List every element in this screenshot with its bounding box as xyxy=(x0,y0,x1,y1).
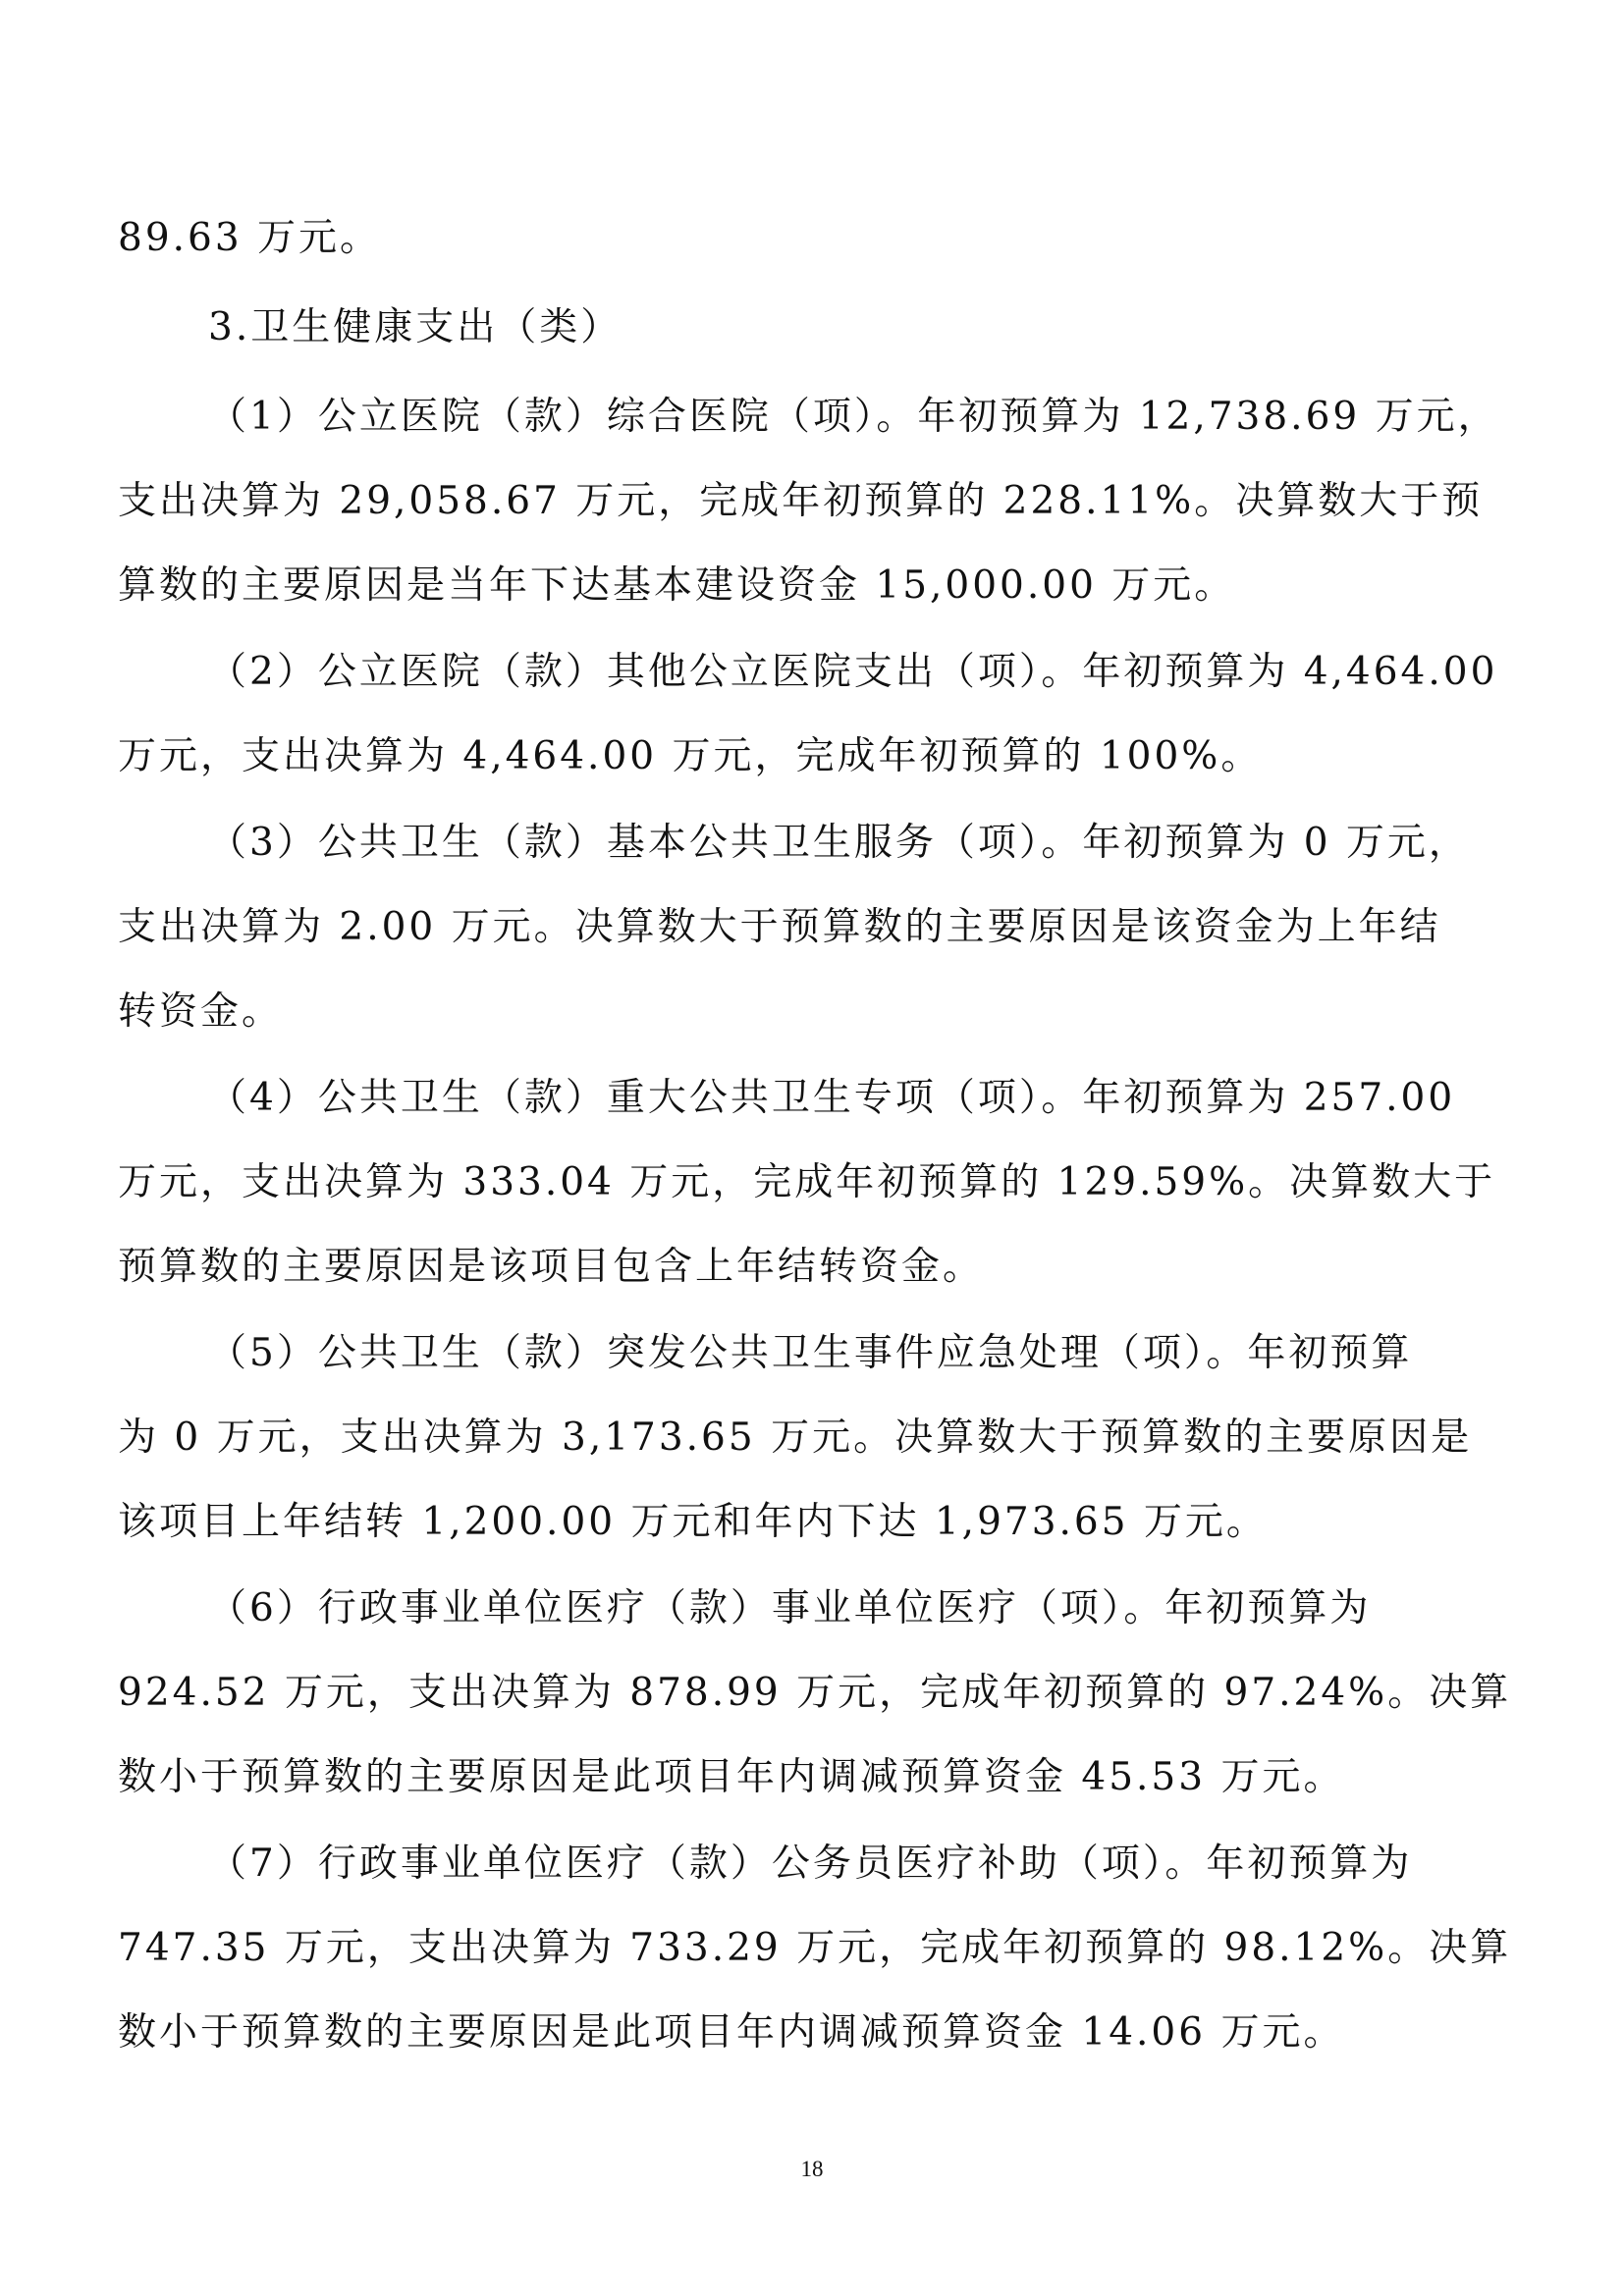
text-line-16: 该项目上年结转 1,200.00 万元和年内下达 1,973.65 万元。 xyxy=(118,1500,1268,1544)
page-number: 18 xyxy=(800,2157,824,2181)
text-line-4: 支出决算为 29,058.67 万元，完成年初预算的 228.11%。决算数大于预 xyxy=(118,479,1484,523)
text-line-19: 数小于预算数的主要原因是此项目年内调减预算资金 45.53 万元。 xyxy=(118,1755,1345,1799)
text-line-3: （1）公立医院（款）综合医院（项）。年初预算为 12,738.69 万元， xyxy=(208,395,1499,439)
text-line-12: 万元，支出决算为 333.04 万元，完成年初预算的 129.59%。决算数大于 xyxy=(118,1160,1496,1204)
text-line-14: （5）公共卫生（款）突发公共卫生事件应急处理（项）。年初预算 xyxy=(208,1331,1413,1375)
text-line-13: 预算数的主要原因是该项目包含上年结转资金。 xyxy=(118,1245,985,1289)
text-line-11: （4）公共卫生（款）重大公共卫生专项（项）。年初预算为 257.00 xyxy=(208,1076,1456,1120)
text-line-22: 数小于预算数的主要原因是此项目年内调减预算资金 14.06 万元。 xyxy=(118,2010,1345,2055)
text-line-21: 747.35 万元，支出决算为 733.29 万元，完成年初预算的 98.12%。决算 xyxy=(118,1926,1512,1970)
text-line-6: （2）公立医院（款）其他公立医院支出（项）。年初预算为 4,464.00 xyxy=(208,650,1498,694)
text-line-10: 转资金。 xyxy=(118,989,284,1034)
text-line-9: 支出决算为 2.00 万元。决算数大于预算数的主要原因是该资金为上年结 xyxy=(118,905,1441,949)
text-line-15: 为 0 万元，支出决算为 3,173.65 万元。决算数大于预算数的主要原因是 xyxy=(118,1415,1473,1460)
text-line-8: （3）公共卫生（款）基本公共卫生服务（项）。年初预算为 0 万元， xyxy=(208,821,1470,865)
text-line-7: 万元，支出决算为 4,464.00 万元，完成年初预算的 100%。 xyxy=(118,734,1263,778)
text-line-1: 89.63 万元。 xyxy=(118,216,382,260)
section-heading: 3.卫生健康支出（类） xyxy=(208,305,623,349)
text-line-18: 924.52 万元，支出决算为 878.99 万元，完成年初预算的 97.24%。决算 xyxy=(118,1671,1512,1715)
text-line-5: 算数的主要原因是当年下达基本建设资金 15,000.00 万元。 xyxy=(118,563,1236,608)
text-line-20: （7）行政事业单位医疗（款）公务员医疗补助（项）。年初预算为 xyxy=(208,1842,1413,1886)
text-line-17: （6）行政事业单位医疗（款）事业单位医疗（项）。年初预算为 xyxy=(208,1586,1372,1630)
